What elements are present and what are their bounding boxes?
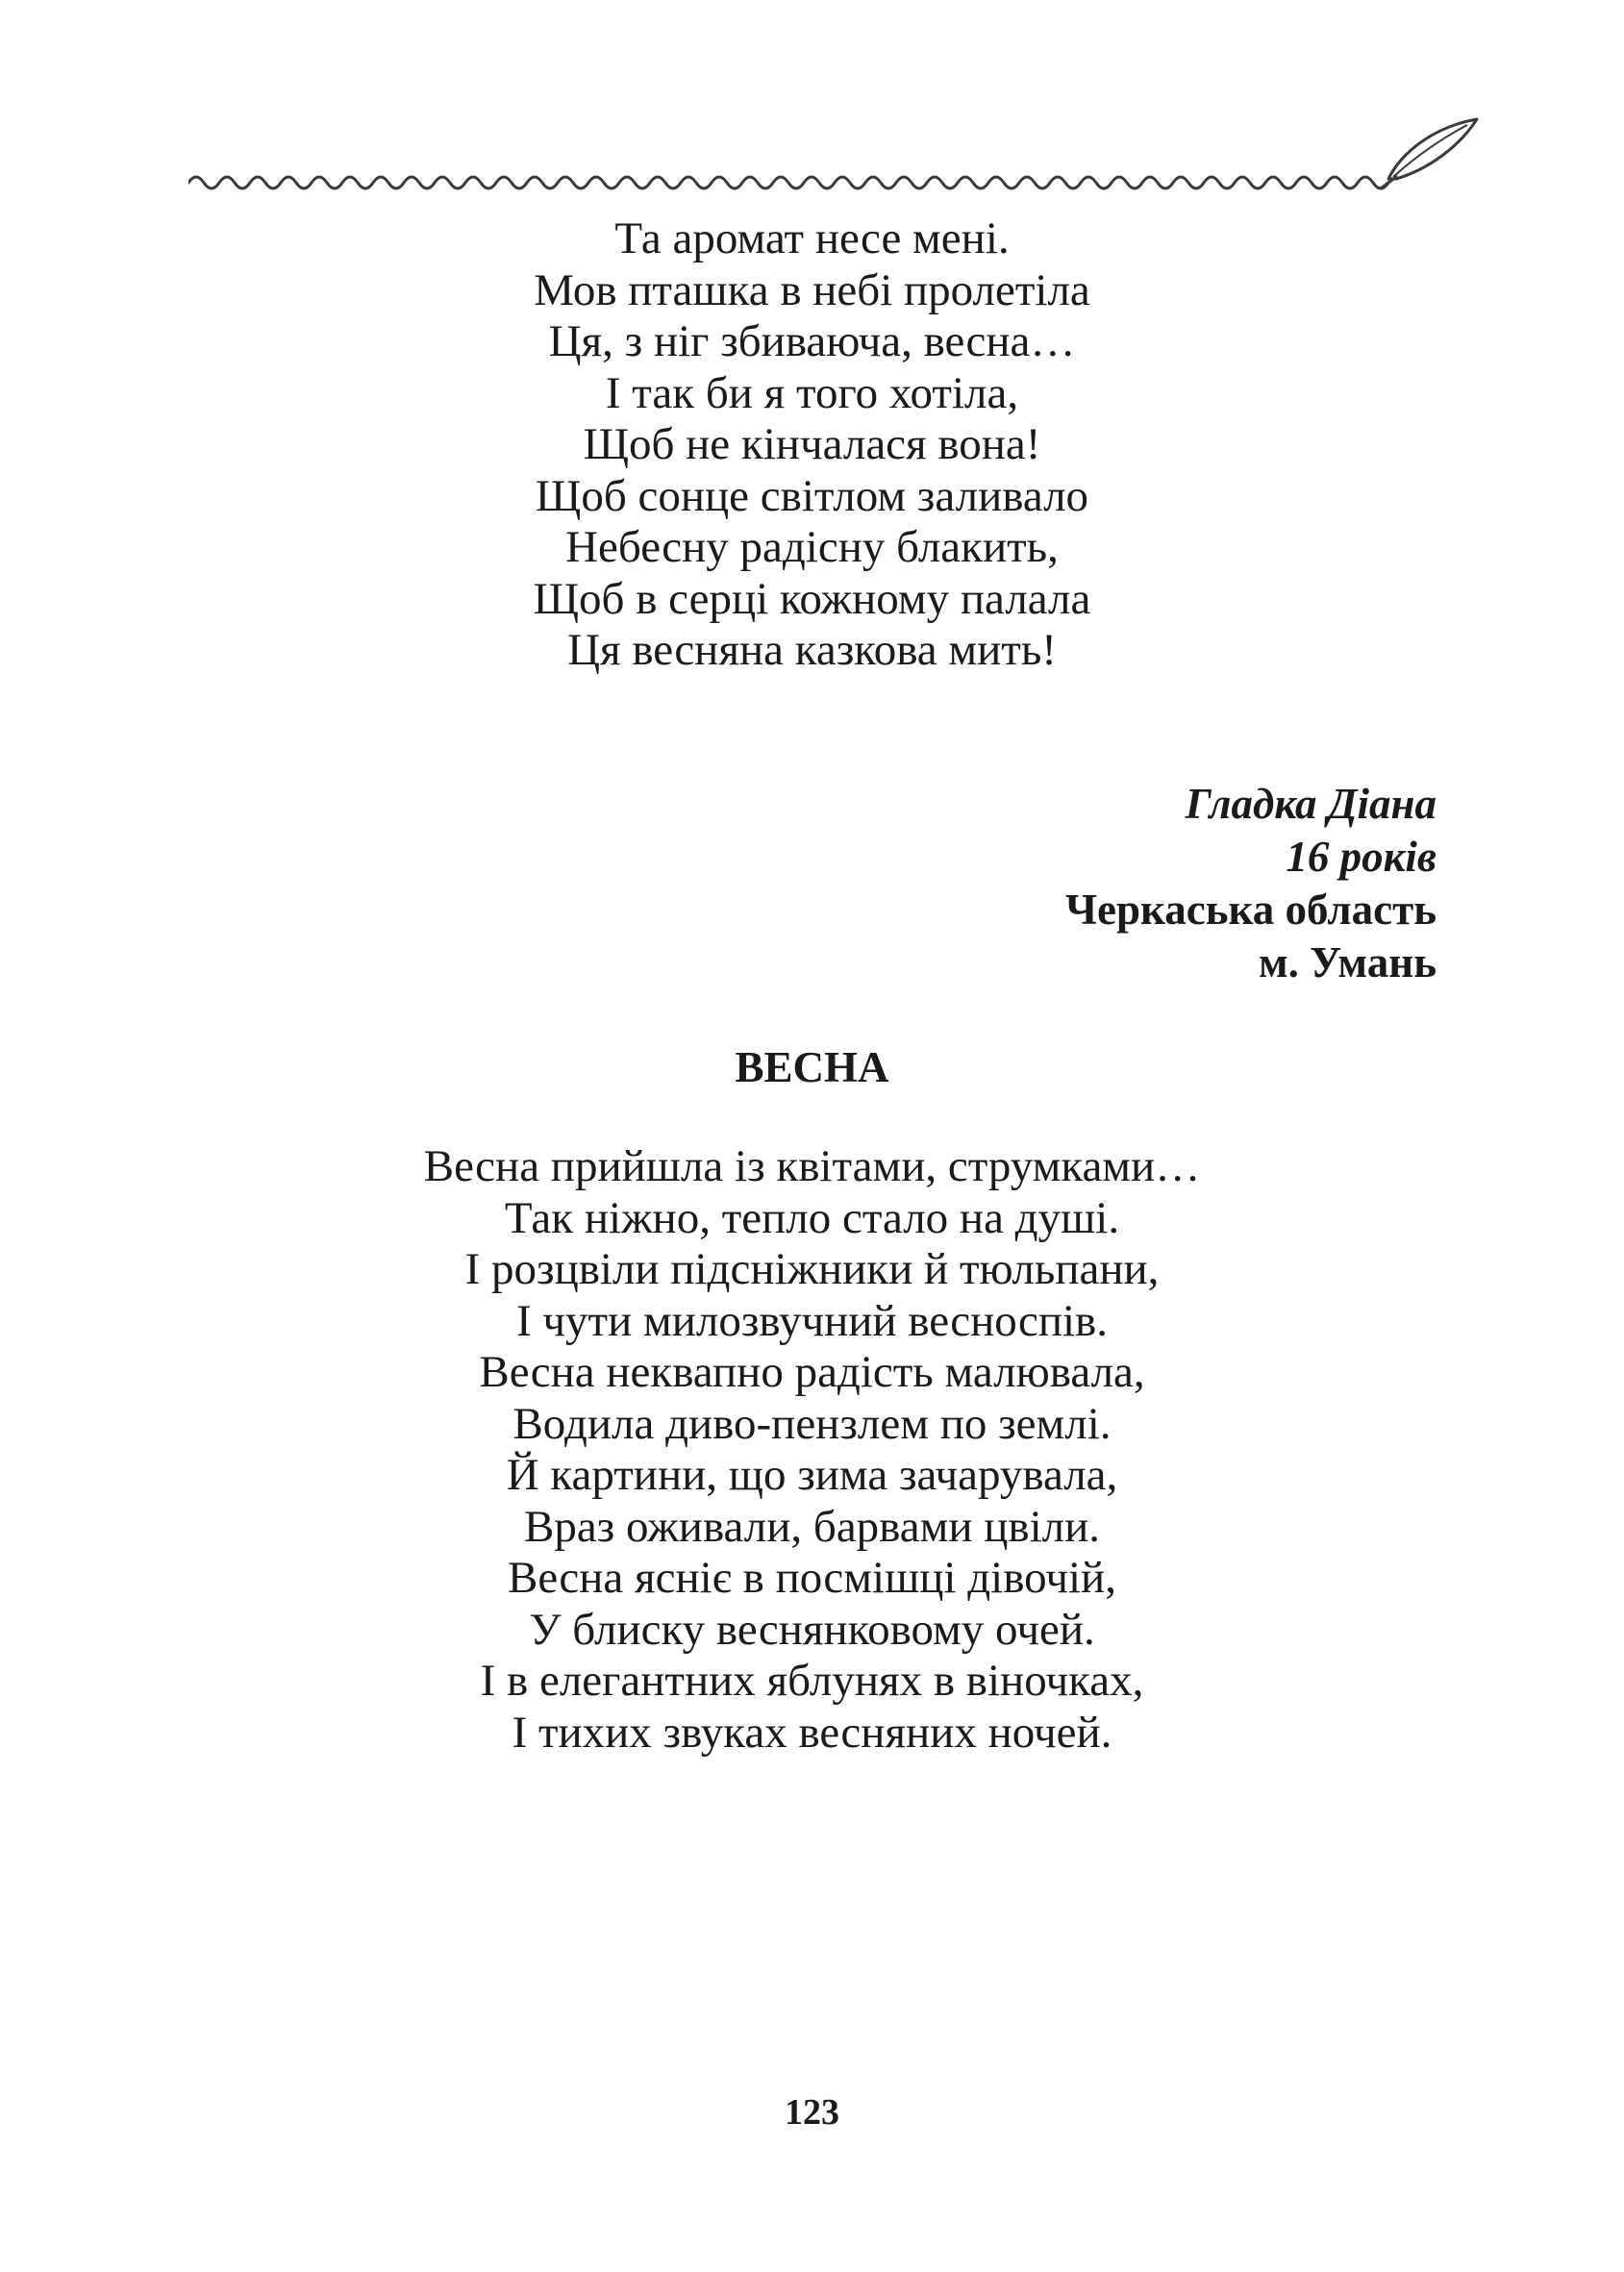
author-city: м. Умань (1258, 938, 1437, 986)
poem-line: Мов пташка в небі пролетіла (534, 264, 1090, 315)
poem-line: Щоб сонце світлом заливало (535, 470, 1089, 521)
feather-icon (1381, 119, 1477, 188)
author-name: Гладка Діана (1185, 780, 1437, 828)
poem-line: Й картини, що зима зачарувала, (506, 1450, 1118, 1500)
poem-line: І так би я того хотіла, (605, 367, 1019, 418)
page-number: 123 (785, 2092, 839, 2133)
poem-line: Так ніжно, тепло стало на душі. (504, 1192, 1120, 1243)
poem-line: Весна прийшла із квітами, струмками… (423, 1141, 1201, 1191)
author-signature (1065, 778, 1437, 989)
poem-line: У блиску веснянковому очей. (529, 1604, 1095, 1655)
poem-line: І в елегантних яблунях в віночках, (480, 1656, 1144, 1706)
poem-body (0, 1141, 1624, 1759)
poem-line: Весна ясніє в посмішці дівочій, (508, 1553, 1116, 1603)
poem-line: І розцвіли підсніжники й тюльпани, (464, 1244, 1160, 1294)
poem-line: І чути милозвучний весноспів. (516, 1295, 1108, 1346)
poem-line: Ця весняна казкова мить! (567, 625, 1057, 675)
poem-line: І тихих звуках весняних ночей. (512, 1707, 1112, 1758)
author-region: Черкаська область (1064, 886, 1437, 934)
poem-line: Небесну радісну блакить, (565, 522, 1059, 572)
author-age: 16 років (1286, 833, 1437, 881)
poem-line: Щоб не кінчалася вона! (583, 419, 1041, 469)
wavy-line-feather-icon (188, 113, 1487, 200)
poem-line: Та аромат несе мені. (614, 213, 1010, 263)
poem-line: Водила диво-пензлем по землі. (512, 1398, 1112, 1449)
poem-continued (0, 213, 1624, 677)
wavy-line-icon (188, 177, 1388, 188)
poem-title: ВЕСНА (735, 1043, 889, 1091)
poem-line: Враз оживали, барвами цвіли. (523, 1501, 1101, 1552)
poem-line: Щоб в серці кожному палала (533, 573, 1091, 624)
poem-line: Весна неквапно радість малювала, (479, 1347, 1145, 1397)
poem-line: Ця, з ніг збиваюча, весна… (548, 316, 1076, 366)
